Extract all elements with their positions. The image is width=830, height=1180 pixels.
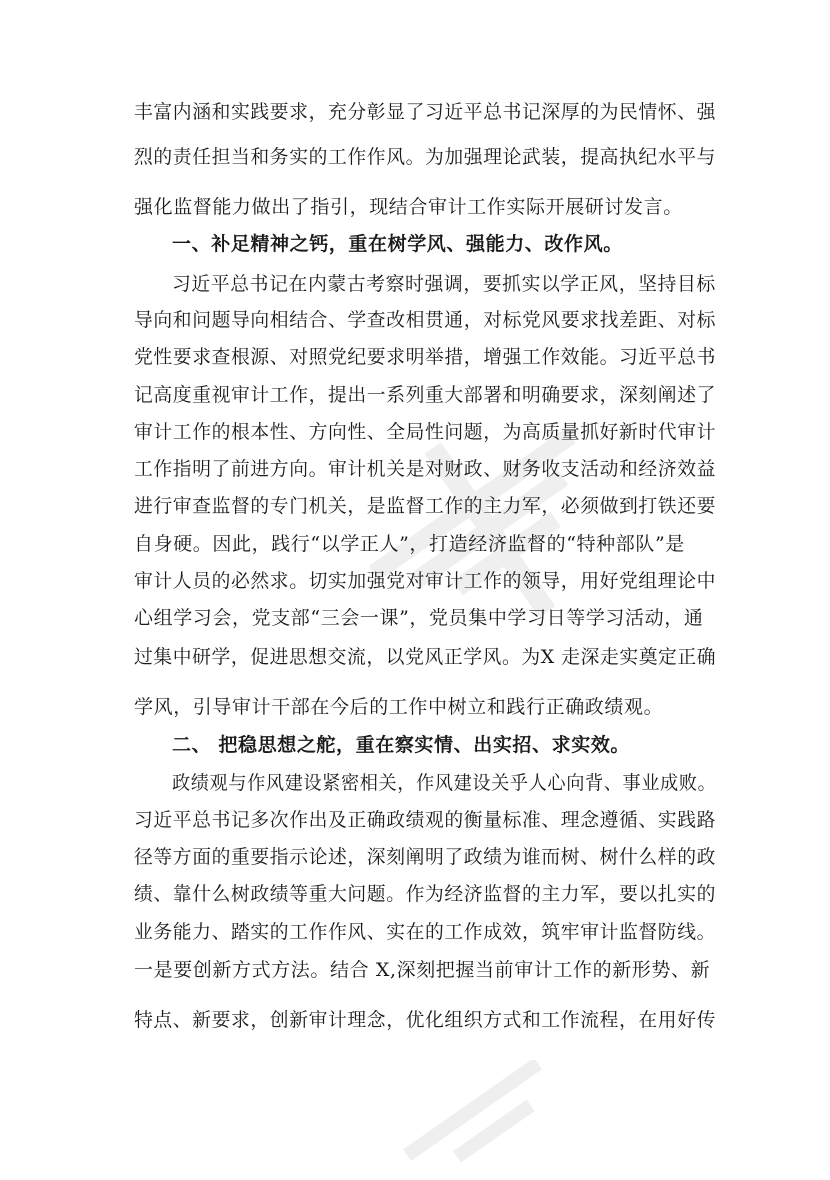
paragraph-1-line-2: 烈的责任担当和务实的工作作风。为加强理论武装，提高执纪水平与 xyxy=(134,146,717,168)
section-heading-2: 二、 把稳思想之舵，重在察实情、出实招、求实效。 xyxy=(172,734,631,756)
section-heading-1: 一、补足精神之钙，重在树学风、强能力、改作风。 xyxy=(172,233,623,255)
watermark-logo-icon xyxy=(330,370,650,690)
paragraph-2-line-12: 学风，引导审计干部在今后的工作中树立和践行正确政绩观。 xyxy=(134,696,664,718)
paragraph-2-line-1: 习近平总书记在内蒙古考察时强调，要抓实以学正风，坚持目标 xyxy=(172,273,716,295)
paragraph-3-line-6: 一是要创新方式方法。结合 X,深刻把握当前审计工作的新形势、新 xyxy=(134,959,711,981)
paragraph-2-line-3: 党性要求查根源、对照党纪要求明举措，增强工作效能。习近平总书 xyxy=(134,346,717,368)
paragraph-1-line-3: 强化监督能力做出了指引，现结合审计工作实际开展研讨发言。 xyxy=(134,196,683,218)
paragraph-3-line-4: 绩、靠什么树政绩等重大问题。作为经济监督的主力军，要以扎实的 xyxy=(134,883,717,905)
paragraph-2-line-5: 审计工作的根本性、方向性、全局性问题，为高质量抓好新时代审计 xyxy=(134,421,717,443)
watermark-fragment-icon xyxy=(380,1060,580,1180)
paragraph-2-line-2: 导向和问题导向相结合、学查改相贯通，对标党风要求找差距、对标 xyxy=(134,309,717,331)
paragraph-1-line-1: 丰富内涵和实践要求，充分彰显了习近平总书记深厚的为民情怀、强 xyxy=(134,101,717,123)
paragraph-2-line-10: 心组学习会，党支部“三会一课”，党员集中学习日等学习活动，通 xyxy=(134,607,704,629)
paragraph-2-line-8: 自身硬。因此，践行“以学正人”，打造经济监督的“特种部队”是 xyxy=(134,533,685,555)
paragraph-3-line-2: 习近平总书记多次作出及正确政绩观的衡量标准、理念遵循、实践路 xyxy=(134,809,717,831)
paragraph-3-line-5: 业务能力、踏实的工作作风、实在的工作成效，筑牢审计监督防线。 xyxy=(134,921,717,943)
paragraph-3-line-1: 政绩观与作风建设紧密相关，作风建设关乎人心向背、事业成败。 xyxy=(172,772,717,794)
paragraph-2-line-11: 过集中研学，促进思想交流，以党风正学风。为X 走深走实奠定正确 xyxy=(134,646,717,668)
paragraph-2-line-4: 记高度重视审计工作，提出一系列重大部署和明确要求，深刻阐述了 xyxy=(134,384,717,406)
paragraph-2-line-9: 审计人员的必然求。切实加强党对审计工作的领导，用好党组理论中 xyxy=(134,570,717,592)
paragraph-3-line-3: 径等方面的重要指示论述，深刻阐明了政绩为谁而树、树什么样的政 xyxy=(134,846,717,868)
paragraph-2-line-6: 工作指明了前进方向。审计机关是对财政、财务收支活动和经济效益 xyxy=(134,458,717,480)
paragraph-2-line-7: 进行审查监督的专门机关，是监督工作的主力军，必须做到打铁还要 xyxy=(134,495,717,517)
paragraph-3-line-7: 特点、新要求，创新审计理念，优化组织方式和工作流程，在用好传 xyxy=(134,1009,717,1031)
